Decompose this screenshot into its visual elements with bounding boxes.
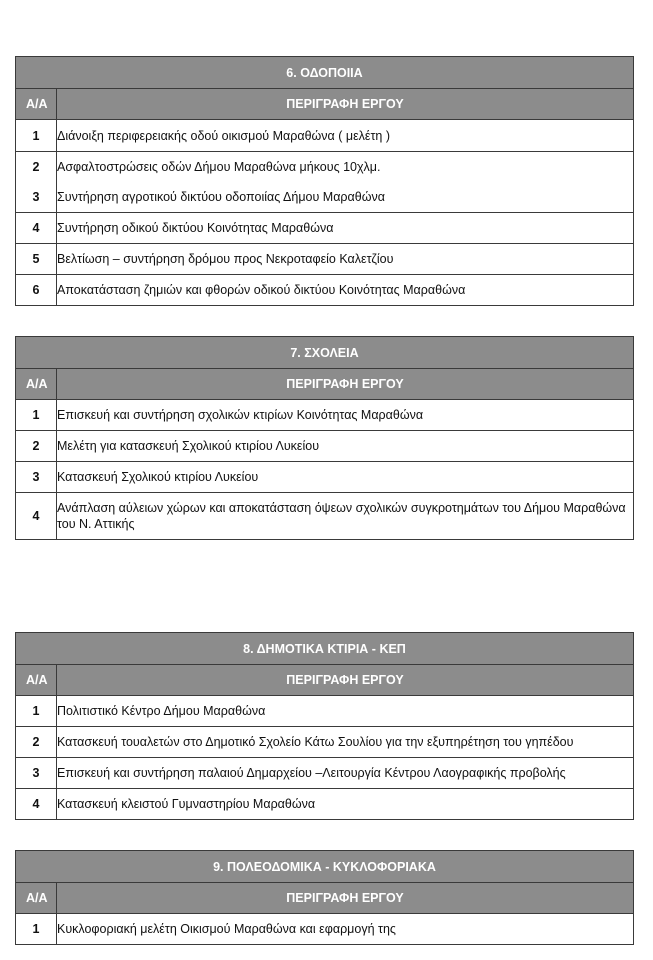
row-number: 1	[16, 400, 57, 431]
row-description: Κατασκευή Σχολικού κτιρίου Λυκείου	[57, 462, 634, 493]
row-number: 3	[16, 462, 57, 493]
table-row	[16, 152, 634, 213]
section-table-schools	[15, 336, 634, 540]
row-number: 2	[32, 160, 40, 174]
row-description: Αποκατάσταση ζημιών και φθορών οδικού δικτύου Κοινότητας Μαραθώνα	[57, 275, 634, 306]
table-row	[16, 789, 634, 820]
table-row	[16, 400, 634, 431]
table-row	[16, 493, 634, 540]
row-description: Ανάπλαση αύλειων χώρων και αποκατάσταση όψεων σχολικών συγκροτημάτων του Δήμου Μαραθώνα του Ν. Αττικής	[57, 493, 634, 540]
column-header-aa: Α/Α	[16, 369, 57, 400]
row-number: 4	[16, 493, 57, 540]
table-row	[16, 758, 634, 789]
row-number: 5	[16, 244, 57, 275]
table-row	[16, 244, 634, 275]
row-description: Βελτίωση – συντήρηση δρόμου προς Νεκροταφείο Καλετζίου	[57, 244, 634, 275]
row-description: Ασφαλτοστρώσεις οδών Δήμου Μαραθώνα μήκους 10χλμ.	[57, 160, 381, 174]
row-number: 1	[16, 914, 57, 945]
row-number: 4	[16, 213, 57, 244]
column-header-aa: Α/Α	[16, 665, 57, 696]
row-number: 3	[32, 190, 40, 204]
row-number: 6	[16, 275, 57, 306]
column-header-description: ΠΕΡΙΓΡΑΦΗ ΕΡΓΟΥ	[57, 665, 634, 696]
table-row	[16, 727, 634, 758]
column-header-aa: Α/Α	[16, 89, 57, 120]
table-row	[16, 213, 634, 244]
section-title: 9. ΠΟΛΕΟΔΟΜΙΚΑ - ΚΥΚΛΟΦΟΡΙΑΚΑ	[16, 851, 634, 883]
section-table-urban-traffic	[15, 850, 634, 945]
row-description: Επισκευή και συντήρηση παλαιού Δημαρχείου –Λειτουργία Κέντρου Λαογραφικής προβολής	[57, 758, 634, 789]
table-row	[16, 696, 634, 727]
row-description: Κατασκευή τουαλετών στο Δημοτικό Σχολείο Κάτω Σουλίου για την εξυπηρέτηση του γηπέδου	[57, 727, 634, 758]
row-description: Μελέτη για κατασκευή Σχολικού κτιρίου Λυκείου	[57, 431, 634, 462]
row-number: 3	[16, 758, 57, 789]
row-number: 1	[16, 120, 57, 152]
row-description: Επισκευή και συντήρηση σχολικών κτιρίων Κοινότητας Μαραθώνα	[57, 400, 634, 431]
row-number: 2	[16, 431, 57, 462]
row-number: 2	[16, 727, 57, 758]
row-description: Κυκλοφοριακή μελέτη Οικισμού Μαραθώνα και εφαρμογή της	[57, 914, 634, 945]
table-row	[16, 275, 634, 306]
column-header-description: ΠΕΡΙΓΡΑΦΗ ΕΡΓΟΥ	[57, 369, 634, 400]
row-description: Συντήρηση αγροτικού δικτύου οδοποιίας Δήμου Μαραθώνα	[57, 190, 385, 204]
row-description: Διάνοιξη περιφερειακής οδού οικισμού Μαραθώνα ( μελέτη )	[57, 120, 634, 152]
row-description: Συντήρηση οδικού δικτύου Κοινότητας Μαραθώνα	[57, 213, 634, 244]
section-title: 7. ΣΧΟΛΕΙΑ	[16, 337, 634, 369]
row-description: Πολιτιστικό Κέντρο Δήμου Μαραθώνα	[57, 696, 634, 727]
section-title: 8. ΔΗΜΟΤΙΚΑ ΚΤΙΡΙΑ - ΚΕΠ	[16, 633, 634, 665]
table-row	[16, 431, 634, 462]
column-header-aa: Α/Α	[16, 883, 57, 914]
row-number: 1	[16, 696, 57, 727]
column-header-description: ΠΕΡΙΓΡΑΦΗ ΕΡΓΟΥ	[57, 883, 634, 914]
table-row	[16, 120, 634, 152]
section-table-municipal-buildings	[15, 632, 634, 820]
section-table-roads	[15, 56, 634, 306]
table-row	[16, 462, 634, 493]
table-row	[16, 914, 634, 945]
column-header-description: ΠΕΡΙΓΡΑΦΗ ΕΡΓΟΥ	[57, 89, 634, 120]
row-number: 4	[16, 789, 57, 820]
section-title: 6. ΟΔΟΠΟΙΙΑ	[16, 57, 634, 89]
row-description: Κατασκευή κλειστού Γυμναστηρίου Μαραθώνα	[57, 789, 634, 820]
